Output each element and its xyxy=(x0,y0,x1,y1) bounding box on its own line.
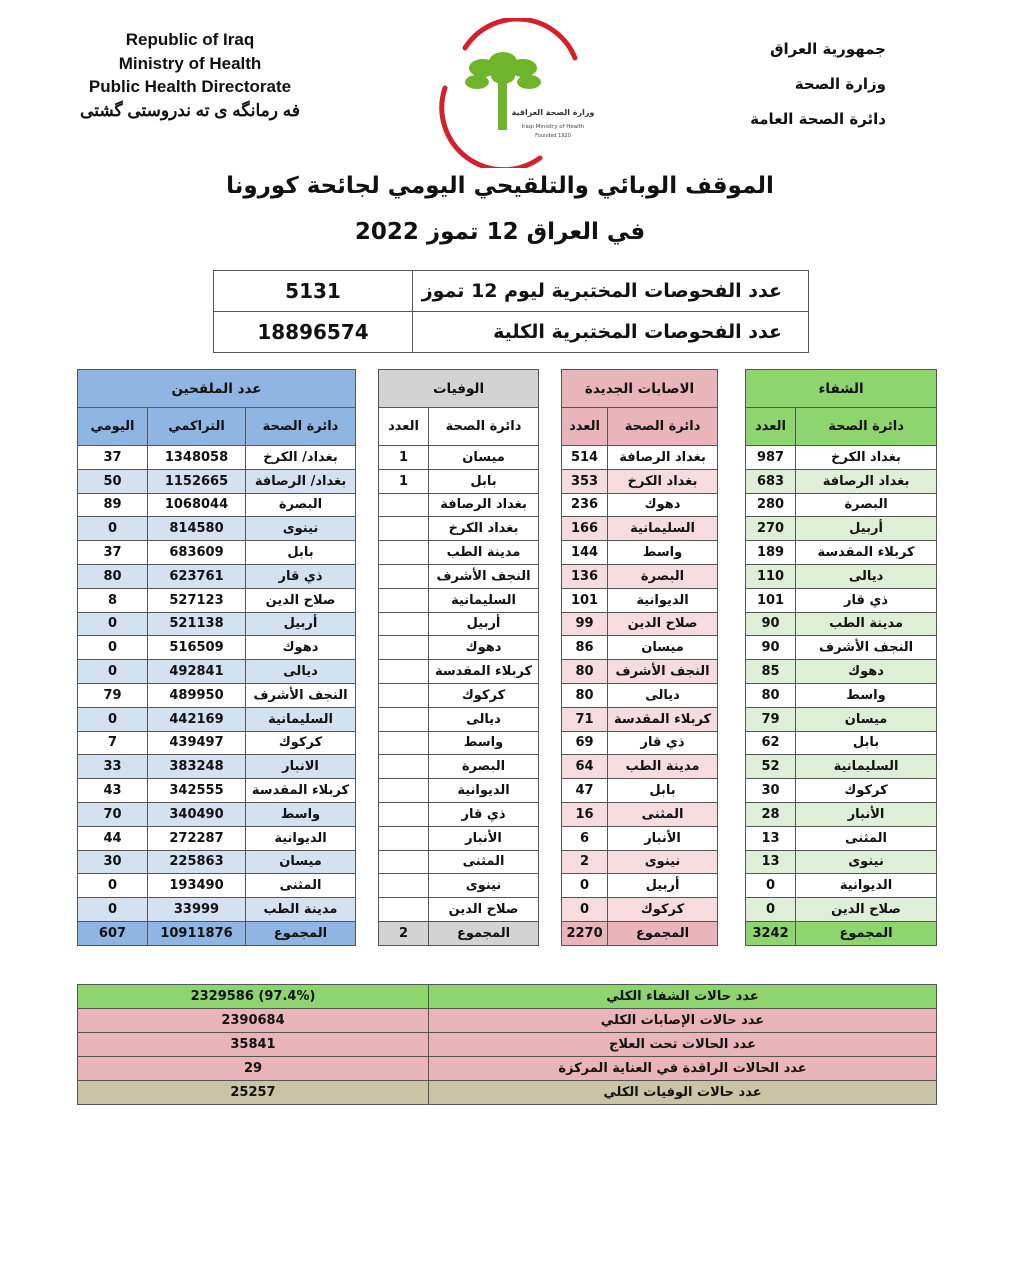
vaccinated-dept-cell: ديالى xyxy=(246,660,356,684)
vaccinated-daily-cell: 89 xyxy=(78,493,148,517)
cases-dept-cell: السليمانية xyxy=(608,517,718,541)
header-en-line: Ministry of Health xyxy=(118,53,262,73)
recovered-count-cell: 85 xyxy=(746,660,796,684)
deaths-dept-cell: ديالى xyxy=(429,707,539,731)
deaths-count-cell xyxy=(379,541,429,565)
recovered-dept-cell: أربيل xyxy=(796,517,937,541)
vaccinated-cumulative-cell: 342555 xyxy=(148,779,246,803)
vaccinated-daily-cell: 7 xyxy=(78,731,148,755)
summary-value: 2329586 (97.4%) xyxy=(78,985,429,1009)
vaccinated-cumulative-cell: 516509 xyxy=(148,636,246,660)
vaccinated-daily-cell: 0 xyxy=(78,660,148,684)
cases-dept-cell: أربيل xyxy=(608,874,718,898)
header-en-line: Public Health Directorate xyxy=(88,77,292,96)
vaccinated-cumulative-cell: 340490 xyxy=(148,802,246,826)
vaccinated-dept-cell: المثنى xyxy=(246,874,356,898)
ministry-logo xyxy=(425,18,595,168)
tests-row-total xyxy=(214,312,809,353)
table-row xyxy=(78,802,937,826)
vaccinated-cumulative-cell: 439497 xyxy=(148,731,246,755)
vaccinated-daily-cell: 70 xyxy=(78,802,148,826)
tests-table xyxy=(213,270,809,353)
deaths-dept-cell: السليمانية xyxy=(429,588,539,612)
vaccinated-dept-cell: البصرة xyxy=(246,493,356,517)
vaccinated-cumulative-cell: 623761 xyxy=(148,564,246,588)
deaths-dept-cell: ذي قار xyxy=(429,802,539,826)
vaccinated-daily-cell: 37 xyxy=(78,541,148,565)
table-row xyxy=(78,683,937,707)
vaccinated-daily-cell: 80 xyxy=(78,564,148,588)
deaths-count-cell xyxy=(379,874,429,898)
table-row xyxy=(78,446,937,470)
summary-value: 25257 xyxy=(78,1081,429,1105)
totals-row xyxy=(78,921,937,945)
col-header-dept: دائرة الصحة xyxy=(246,408,356,446)
vaccinated-total-daily: 607 xyxy=(78,921,148,945)
vaccinated-dept-cell: أربيل xyxy=(246,612,356,636)
table-row xyxy=(78,636,937,660)
total-tests-label: عدد الفحوصات المختبرية الكلية xyxy=(413,312,809,353)
cases-count-cell: 6 xyxy=(562,826,608,850)
summary-value: 29 xyxy=(78,1057,429,1081)
deaths-dept-cell: أربيل xyxy=(429,612,539,636)
recovered-total-label: المجموع xyxy=(796,921,937,945)
recovered-dept-cell: البصرة xyxy=(796,493,937,517)
total-tests-value: 18896574 xyxy=(214,312,413,353)
vaccinated-daily-cell: 0 xyxy=(78,707,148,731)
table-row xyxy=(78,898,937,922)
table-row xyxy=(78,564,937,588)
vaccinated-section-title: عدد الملقحين xyxy=(78,370,356,408)
recovered-dept-cell: بغداد الرصافة xyxy=(796,469,937,493)
cases-count-cell: 80 xyxy=(562,660,608,684)
vaccinated-dept-cell: بغداد/ الرصافة xyxy=(246,469,356,493)
vaccinated-daily-cell: 43 xyxy=(78,779,148,803)
logo-red-arc-icon xyxy=(465,19,575,58)
table-row xyxy=(78,755,937,779)
deaths-count-cell xyxy=(379,731,429,755)
cases-count-cell: 101 xyxy=(562,588,608,612)
vaccinated-dept-cell: واسط xyxy=(246,802,356,826)
vaccinated-cumulative-cell: 814580 xyxy=(148,517,246,541)
summary-label: عدد حالات الوفيات الكلي xyxy=(429,1081,937,1105)
vaccinated-total-label: المجموع xyxy=(246,921,356,945)
cases-count-cell: 166 xyxy=(562,517,608,541)
cases-section-title: الاصابات الجديدة xyxy=(562,370,718,408)
deaths-count-cell xyxy=(379,636,429,660)
recovered-dept-cell: الأنبار xyxy=(796,802,937,826)
cases-dept-cell: ديالى xyxy=(608,683,718,707)
cases-dept-cell: المثنى xyxy=(608,802,718,826)
table-row xyxy=(78,826,937,850)
section-header-row xyxy=(78,370,937,408)
vaccinated-dept-cell: بابل xyxy=(246,541,356,565)
cases-dept-cell: كربلاء المقدسة xyxy=(608,707,718,731)
table-row xyxy=(78,493,937,517)
vaccinated-cumulative-cell: 1068044 xyxy=(148,493,246,517)
recovered-dept-cell: صلاح الدين xyxy=(796,898,937,922)
vaccinated-total-cumulative: 10911876 xyxy=(148,921,246,945)
cases-total: 2270 xyxy=(562,921,608,945)
recovered-count-cell: 0 xyxy=(746,898,796,922)
vaccinated-cumulative-cell: 193490 xyxy=(148,874,246,898)
cases-count-cell: 2 xyxy=(562,850,608,874)
vaccinated-cumulative-cell: 442169 xyxy=(148,707,246,731)
cases-dept-cell: الأنبار xyxy=(608,826,718,850)
recovered-count-cell: 13 xyxy=(746,826,796,850)
cases-count-cell: 16 xyxy=(562,802,608,826)
deaths-dept-cell: بابل xyxy=(429,469,539,493)
vaccinated-dept-cell: الديوانية xyxy=(246,826,356,850)
cases-dept-cell: البصرة xyxy=(608,564,718,588)
recovered-count-cell: 270 xyxy=(746,517,796,541)
deaths-count-cell xyxy=(379,802,429,826)
recovered-dept-cell: نينوى xyxy=(796,850,937,874)
deaths-count-cell xyxy=(379,612,429,636)
recovered-count-cell: 0 xyxy=(746,874,796,898)
cases-count-cell: 80 xyxy=(562,683,608,707)
recovered-count-cell: 683 xyxy=(746,469,796,493)
cases-total-label: المجموع xyxy=(608,921,718,945)
vaccinated-daily-cell: 79 xyxy=(78,683,148,707)
recovered-dept-cell: ميسان xyxy=(796,707,937,731)
summary-row xyxy=(78,1081,937,1105)
deaths-dept-cell: ميسان xyxy=(429,446,539,470)
deaths-dept-cell: بغداد الرصافة xyxy=(429,493,539,517)
table-row xyxy=(78,612,937,636)
recovered-count-cell: 280 xyxy=(746,493,796,517)
vaccinated-dept-cell: مدينة الطب xyxy=(246,898,356,922)
table-row xyxy=(78,469,937,493)
recovered-count-cell: 987 xyxy=(746,446,796,470)
vaccinated-cumulative-cell: 527123 xyxy=(148,588,246,612)
deaths-count-cell xyxy=(379,683,429,707)
deaths-count-cell xyxy=(379,517,429,541)
deaths-dept-cell: كركوك xyxy=(429,683,539,707)
deaths-dept-cell: الأنبار xyxy=(429,826,539,850)
summary-value: 2390684 xyxy=(78,1009,429,1033)
header-ar-line: دائرة الصحة العامة xyxy=(750,110,886,128)
recovered-section-title: الشفاء xyxy=(746,370,937,408)
logo-subtext: Iraqi Ministry of Health xyxy=(521,124,585,130)
header-kurdish-line: فه رمانگه ی ته ندروستی گشتی xyxy=(80,100,300,120)
deaths-dept-cell: النجف الأشرف xyxy=(429,564,539,588)
cases-count-cell: 0 xyxy=(562,898,608,922)
cases-dept-cell: مدينة الطب xyxy=(608,755,718,779)
summary-label: عدد حالات الإصابات الكلي xyxy=(429,1009,937,1033)
cases-dept-cell: ذي قار xyxy=(608,731,718,755)
cases-dept-cell: نينوى xyxy=(608,850,718,874)
vaccinated-dept-cell: السليمانية xyxy=(246,707,356,731)
cases-count-cell: 69 xyxy=(562,731,608,755)
cases-dept-cell: النجف الأشرف xyxy=(608,660,718,684)
logo-text: وزارة الصحة العراقية xyxy=(511,108,595,117)
deaths-total: 2 xyxy=(379,921,429,945)
recovered-count-cell: 13 xyxy=(746,850,796,874)
table-row xyxy=(78,517,937,541)
vaccinated-cumulative-cell: 33999 xyxy=(148,898,246,922)
deaths-total-label: المجموع xyxy=(429,921,539,945)
cases-dept-cell: كركوك xyxy=(608,898,718,922)
recovered-dept-cell: واسط xyxy=(796,683,937,707)
vaccinated-dept-cell: نينوى xyxy=(246,517,356,541)
cases-dept-cell: الديوانية xyxy=(608,588,718,612)
deaths-section-title: الوفيات xyxy=(379,370,539,408)
deaths-count-cell xyxy=(379,898,429,922)
vaccinated-daily-cell: 44 xyxy=(78,826,148,850)
cases-count-cell: 99 xyxy=(562,612,608,636)
col-header-count: العدد xyxy=(746,408,796,446)
recovered-dept-cell: كركوك xyxy=(796,779,937,803)
header-en-line: Republic of Iraq xyxy=(125,30,255,49)
table-row xyxy=(78,874,937,898)
recovered-count-cell: 30 xyxy=(746,779,796,803)
col-header-count: العدد xyxy=(562,408,608,446)
page-subtitle: في العراق 12 تموز 2022 xyxy=(354,219,646,245)
vaccinated-dept-cell: ميسان xyxy=(246,850,356,874)
deaths-dept-cell: واسط xyxy=(429,731,539,755)
recovered-dept-cell: مدينة الطب xyxy=(796,612,937,636)
recovered-dept-cell: الديوانية xyxy=(796,874,937,898)
header-ar-line: وزارة الصحة xyxy=(794,75,886,93)
col-header-cumulative: التراكمي xyxy=(148,408,246,446)
deaths-dept-cell: المثنى xyxy=(429,850,539,874)
recovered-count-cell: 28 xyxy=(746,802,796,826)
cases-count-cell: 236 xyxy=(562,493,608,517)
vaccinated-daily-cell: 50 xyxy=(78,469,148,493)
cases-dept-cell: بابل xyxy=(608,779,718,803)
recovered-dept-cell: النجف الأشرف xyxy=(796,636,937,660)
recovered-dept-cell: دهوك xyxy=(796,660,937,684)
vaccinated-cumulative-cell: 1348058 xyxy=(148,446,246,470)
recovered-dept-cell: ديالى xyxy=(796,564,937,588)
deaths-dept-cell: بغداد الكرخ xyxy=(429,517,539,541)
vaccinated-dept-cell: دهوك xyxy=(246,636,356,660)
table-row xyxy=(78,588,937,612)
vaccinated-dept-cell: بغداد/ الكرخ xyxy=(246,446,356,470)
deaths-count-cell xyxy=(379,850,429,874)
recovered-dept-cell: السليمانية xyxy=(796,755,937,779)
header-english xyxy=(60,28,320,122)
table-row xyxy=(78,541,937,565)
vaccinated-daily-cell: 0 xyxy=(78,612,148,636)
col-header-count: العدد xyxy=(379,408,429,446)
deaths-count-cell xyxy=(379,755,429,779)
vaccinated-daily-cell: 33 xyxy=(78,755,148,779)
page-title: الموقف الوبائي والتلقيحي اليومي لجائحة كورونا xyxy=(226,173,774,199)
summary-label: عدد الحالات الراقدة في العناية المركزة xyxy=(429,1057,937,1081)
vaccinated-daily-cell: 0 xyxy=(78,636,148,660)
col-header-dept: دائرة الصحة xyxy=(429,408,539,446)
deaths-count-cell xyxy=(379,779,429,803)
cases-dept-cell: صلاح الدين xyxy=(608,612,718,636)
deaths-dept-cell: كربلاء المقدسة xyxy=(429,660,539,684)
summary-row xyxy=(78,1057,937,1081)
vaccinated-dept-cell: النجف الأشرف xyxy=(246,683,356,707)
recovered-count-cell: 90 xyxy=(746,612,796,636)
cases-count-cell: 64 xyxy=(562,755,608,779)
recovered-dept-cell: كربلاء المقدسة xyxy=(796,541,937,565)
recovered-total: 3242 xyxy=(746,921,796,945)
table-row xyxy=(78,850,937,874)
vaccinated-daily-cell: 8 xyxy=(78,588,148,612)
summary-row xyxy=(78,985,937,1009)
deaths-count-cell xyxy=(379,564,429,588)
vaccinated-cumulative-cell: 272287 xyxy=(148,826,246,850)
cases-dept-cell: بغداد الكرخ xyxy=(608,469,718,493)
vaccinated-cumulative-cell: 521138 xyxy=(148,612,246,636)
recovered-count-cell: 101 xyxy=(746,588,796,612)
recovered-count-cell: 189 xyxy=(746,541,796,565)
summary-row xyxy=(78,1033,937,1057)
vaccinated-dept-cell: الانبار xyxy=(246,755,356,779)
recovered-count-cell: 90 xyxy=(746,636,796,660)
cases-dept-cell: بغداد الرصافة xyxy=(608,446,718,470)
vaccinated-daily-cell: 0 xyxy=(78,898,148,922)
deaths-dept-cell: البصرة xyxy=(429,755,539,779)
col-header-dept: دائرة الصحة xyxy=(608,408,718,446)
recovered-dept-cell: بغداد الكرخ xyxy=(796,446,937,470)
deaths-dept-cell: دهوك xyxy=(429,636,539,660)
vaccinated-cumulative-cell: 683609 xyxy=(148,541,246,565)
vaccinated-daily-cell: 37 xyxy=(78,446,148,470)
deaths-count-cell xyxy=(379,660,429,684)
vaccinated-daily-cell: 0 xyxy=(78,517,148,541)
column-header-row xyxy=(78,408,937,446)
deaths-count-cell: 1 xyxy=(379,446,429,470)
vaccinated-cumulative-cell: 1152665 xyxy=(148,469,246,493)
table-row xyxy=(78,779,937,803)
recovered-count-cell: 62 xyxy=(746,731,796,755)
deaths-count-cell xyxy=(379,493,429,517)
recovered-count-cell: 79 xyxy=(746,707,796,731)
table-row xyxy=(78,731,937,755)
cases-dept-cell: واسط xyxy=(608,541,718,565)
daily-stats-table xyxy=(77,369,937,946)
summary-table xyxy=(77,984,937,1105)
recovered-count-cell: 80 xyxy=(746,683,796,707)
vaccinated-cumulative-cell: 383248 xyxy=(148,755,246,779)
cases-count-cell: 71 xyxy=(562,707,608,731)
tests-row-daily xyxy=(214,271,809,312)
vaccinated-cumulative-cell: 489950 xyxy=(148,683,246,707)
vaccinated-dept-cell: ذي قار xyxy=(246,564,356,588)
vaccinated-cumulative-cell: 492841 xyxy=(148,660,246,684)
header-arabic xyxy=(750,32,886,137)
cases-count-cell: 353 xyxy=(562,469,608,493)
daily-tests-value: 5131 xyxy=(214,271,413,312)
recovered-dept-cell: بابل xyxy=(796,731,937,755)
col-header-dept: دائرة الصحة xyxy=(796,408,937,446)
deaths-count-cell: 1 xyxy=(379,469,429,493)
cases-count-cell: 0 xyxy=(562,874,608,898)
deaths-count-cell xyxy=(379,826,429,850)
deaths-dept-cell: نينوى xyxy=(429,874,539,898)
recovered-dept-cell: ذي قار xyxy=(796,588,937,612)
deaths-dept-cell: مدينة الطب xyxy=(429,541,539,565)
recovered-count-cell: 110 xyxy=(746,564,796,588)
vaccinated-dept-cell: كركوك xyxy=(246,731,356,755)
cases-count-cell: 514 xyxy=(562,446,608,470)
cases-count-cell: 47 xyxy=(562,779,608,803)
header-ar-line: جمهورية العراق xyxy=(770,40,886,58)
summary-label: عدد حالات الشفاء الكلي xyxy=(429,985,937,1009)
vaccinated-dept-cell: كربلاء المقدسة xyxy=(246,779,356,803)
deaths-count-cell xyxy=(379,707,429,731)
cases-count-cell: 136 xyxy=(562,564,608,588)
vaccinated-daily-cell: 0 xyxy=(78,874,148,898)
table-row xyxy=(78,707,937,731)
summary-value: 35841 xyxy=(78,1033,429,1057)
cases-count-cell: 144 xyxy=(562,541,608,565)
deaths-dept-cell: صلاح الدين xyxy=(429,898,539,922)
recovered-dept-cell: المثنى xyxy=(796,826,937,850)
summary-label: عدد الحالات تحت العلاج xyxy=(429,1033,937,1057)
table-row xyxy=(78,660,937,684)
recovered-count-cell: 52 xyxy=(746,755,796,779)
vaccinated-cumulative-cell: 225863 xyxy=(148,850,246,874)
palm-trunk-icon xyxy=(498,80,507,130)
cases-count-cell: 86 xyxy=(562,636,608,660)
cases-dept-cell: ميسان xyxy=(608,636,718,660)
cases-dept-cell: دهوك xyxy=(608,493,718,517)
daily-tests-label: عدد الفحوصات المختبرية ليوم 12 تموز xyxy=(413,271,809,312)
logo-founded: Founded 1920 xyxy=(535,133,571,139)
vaccinated-daily-cell: 30 xyxy=(78,850,148,874)
col-header-daily: اليومي xyxy=(78,408,148,446)
deaths-count-cell xyxy=(379,588,429,612)
summary-row xyxy=(78,1009,937,1033)
vaccinated-dept-cell: صلاح الدين xyxy=(246,588,356,612)
deaths-dept-cell: الديوانية xyxy=(429,779,539,803)
